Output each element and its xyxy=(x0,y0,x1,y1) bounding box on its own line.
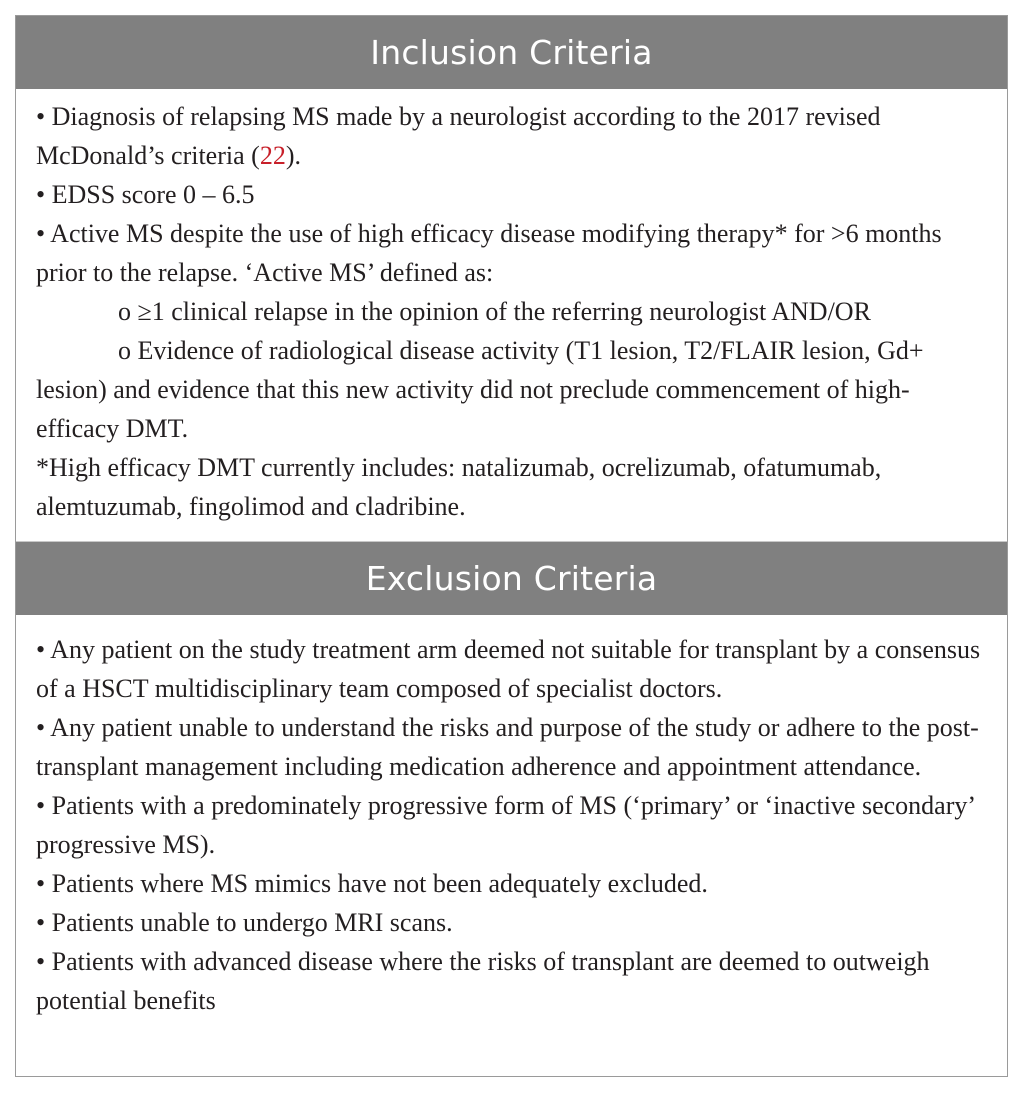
inclusion-item-diagnosis-text: • Diagnosis of relapsing MS made by a neurologist according to the 2017 revised McDonald’s criteria ( xyxy=(36,102,881,170)
exclusion-item: • Patients with a predominately progressive form of MS (‘primary’ or ‘inactive secondary’ progressive MS). xyxy=(36,791,975,859)
exclusion-item: • Any patient on the study treatment arm deemed not suitable for transplant by a consensus of a HSCT multidisciplinary team composed of specialist doctors. xyxy=(36,635,981,703)
inclusion-item-edss: • EDSS score 0 – 6.5 xyxy=(36,180,255,209)
inclusion-header xyxy=(16,16,1007,89)
exclusion-item: • Patients where MS mimics have not been adequately excluded. xyxy=(36,869,708,898)
exclusion-item: • Patients with advanced disease where the risks of transplant are deemed to outweigh potential benefits xyxy=(36,947,930,1015)
inclusion-subitem-clinical-relapse: o ≥1 clinical relapse in the opinion of the referring neurologist AND/OR xyxy=(118,297,871,326)
exclusion-body xyxy=(16,615,1007,1076)
criteria-table xyxy=(15,15,1008,1077)
exclusion-item: • Any patient unable to understand the risks and purpose of the study or adhere to the post-transplant management including medication adherence and appointment attendance. xyxy=(36,713,979,781)
reference-link[interactable]: 22 xyxy=(259,141,286,170)
inclusion-subitem-radiological-activity: o Evidence of radiological disease activity (T1 lesion, T2/FLAIR lesion, Gd+ lesion) and evidence that this new activity did not preclude commencement of high-efficacy DMT. xyxy=(36,336,924,443)
inclusion-item-diagnosis-end: ). xyxy=(285,141,301,170)
exclusion-header xyxy=(16,542,1007,615)
exclusion-item: • Patients unable to undergo MRI scans. xyxy=(36,908,453,937)
inclusion-item-diagnosis xyxy=(36,97,987,175)
inclusion-body xyxy=(16,89,1007,542)
inclusion-item-active-ms: • Active MS despite the use of high efficacy disease modifying therapy* for >6 months prior to the relapse. ‘Active MS’ defined as: xyxy=(36,219,942,287)
inclusion-footnote: *High efficacy DMT currently includes: natalizumab, ocrelizumab, ofatumumab, alemtuzumab, fingolimod and cladribine. xyxy=(36,453,882,521)
exclusion-title: Exclusion Criteria xyxy=(365,559,658,598)
inclusion-title: Inclusion Criteria xyxy=(370,33,653,72)
